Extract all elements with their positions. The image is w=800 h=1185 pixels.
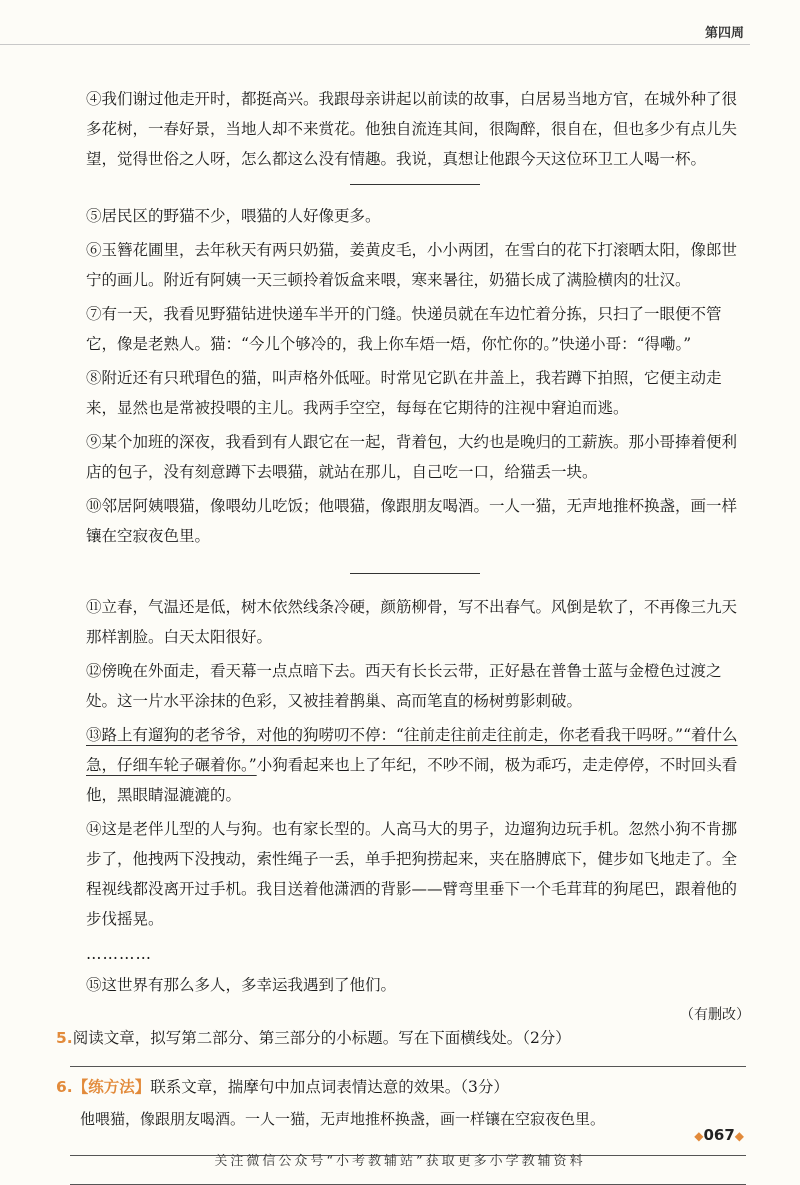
question-5-text: 阅读文章，拟写第二部分、第三部分的小标题。写在下面横线处。（2分） xyxy=(72,1029,571,1047)
article-body xyxy=(56,84,750,1185)
question-6-number: 6. xyxy=(56,1078,73,1096)
paragraph-5: ⑤居民区的野猫不少，喂猫的人好像更多。 xyxy=(86,207,381,225)
header-divider xyxy=(0,44,750,45)
underlined-sentence: ⑬路上有遛狗的老爷爷，对他的狗唠叨不停：“往前走往前走往前走，你老看我干吗呀。”“着什么急，仔细车轮子碾着你。” xyxy=(86,726,738,774)
page-number xyxy=(694,1126,744,1144)
paragraph-8: ⑧附近还有只玳瑁色的猫，叫声格外低哑。时常见它趴在井盖上，我若蹲下拍照，它便主动走来，显然也是常被投喂的主儿。我两手空空，每每在它期待的注视中窘迫而逃。 xyxy=(86,369,722,417)
paragraph-12: ⑫傍晚在外面走，看天幕一点点暗下去。西天有长长云带，正好悬在普鲁士蓝与金橙色过渡之处。这一片水平涂抹的色彩，又被挂着鹊巢、高而笔直的杨树剪影刺破。 xyxy=(86,662,722,710)
question-6 xyxy=(56,1073,714,1101)
paragraph-4: ④我们谢过他走开时，都挺高兴。我跟母亲讲起以前读的故事，白居易当地方官，在城外种了很多花树，一春好景，当地人却不来赏花。他独自流连其间，很陶醉，很自在，但也多少有点儿失望，觉得世俗之人呀，怎么都这么没有情趣。我说，真想让他跟今天这位环卫工人喝一杯。 xyxy=(86,90,738,168)
paragraph-15: ⑮这世界有那么多人，多幸运我遇到了他们。 xyxy=(86,976,397,994)
question-6-text: 联系文章，揣摩句中加点词表情达意的效果。（3分） xyxy=(150,1078,509,1096)
paragraph-6: ⑥玉簪花圃里，去年秋天有两只奶猫，姜黄皮毛，小小两团，在雪白的花下打滚晒太阳，像郎世宁的画儿。附近有阿姨一天三顿拎着饭盒来喂，寒来暑往，奶猫长成了满脸横肉的壮汉。 xyxy=(86,241,738,289)
diamond-icon: ◆ xyxy=(694,1129,704,1143)
paragraph-9: ⑨某个加班的深夜，我看到有人跟它在一起，背着包，大约也是晚归的工薪族。那小哥捧着便利店的包子，没有刻意蹲下去喂猫，就站在那儿，自己吃一口，给猫丢一块。 xyxy=(86,433,738,481)
ellipsis: ………… xyxy=(86,945,152,963)
question-5 xyxy=(56,1024,714,1052)
paragraph-10: ⑩邻居阿姨喂猫，像喂幼儿吃饭；他喂猫，像跟朋友喝酒。一人一猫，无声地推杯换盏，画一样镶在空寂夜色里。 xyxy=(86,497,738,545)
section-divider-2 xyxy=(350,573,480,574)
question-6-quote: 他喂猫，像跟朋友喝酒。一人一猫，无声地推杯换盏，画一样镶在空寂夜色里。 xyxy=(80,1110,606,1128)
paragraph-11: ⑪立春，气温还是低，树木依然线条冷硬，颜筋柳骨，写不出春气。风倒是软了，不再像三九天那样割脸。白天太阳很好。 xyxy=(86,598,738,646)
question-5-number: 5. xyxy=(56,1029,73,1047)
paragraph-7: ⑦有一天，我看见野猫钻进快递车半开的门缝。快递员就在车边忙着分拣，只扫了一眼便不管它，像是老熟人。猫：“今儿个够冷的，我上你车焐一焐，你忙你的。”快递小哥：“得嘞。” xyxy=(86,305,722,353)
footer-note: 关注微信公众号“小考教辅站”获取更多小学教辅资料 xyxy=(214,1154,586,1169)
source-note: （有删改） xyxy=(680,1007,750,1023)
diamond-icon: ◆ xyxy=(734,1129,744,1143)
week-label: 第四周 xyxy=(704,26,744,41)
page-number-text: 067 xyxy=(703,1126,735,1144)
paragraph-14: ⑭这是老伴儿型的人与狗。也有家长型的。人高马大的男子，边遛狗边玩手机。忽然小狗不肯挪步了，他拽两下没拽动，索性绳子一丢，单手把狗捞起来，夹在胳膊底下，健步如飞地走了。全程视线都没离开过手机。我目送着他潇洒的背影——臂弯里垂下一个毛茸茸的狗尾巴，跟着他的步伐摇晃。 xyxy=(86,820,738,928)
question-6-tag: 【练方法】 xyxy=(72,1077,151,1096)
section-divider-1 xyxy=(350,184,480,185)
paragraph-13-rest: 小狗看起来也上了年纪，不吵不闹，极为乖巧，走走停停，不时回头看他，黑眼睛湿漉漉的。 xyxy=(86,756,738,804)
paragraph-13 xyxy=(86,720,744,810)
answer-line-q5[interactable] xyxy=(70,1066,746,1067)
